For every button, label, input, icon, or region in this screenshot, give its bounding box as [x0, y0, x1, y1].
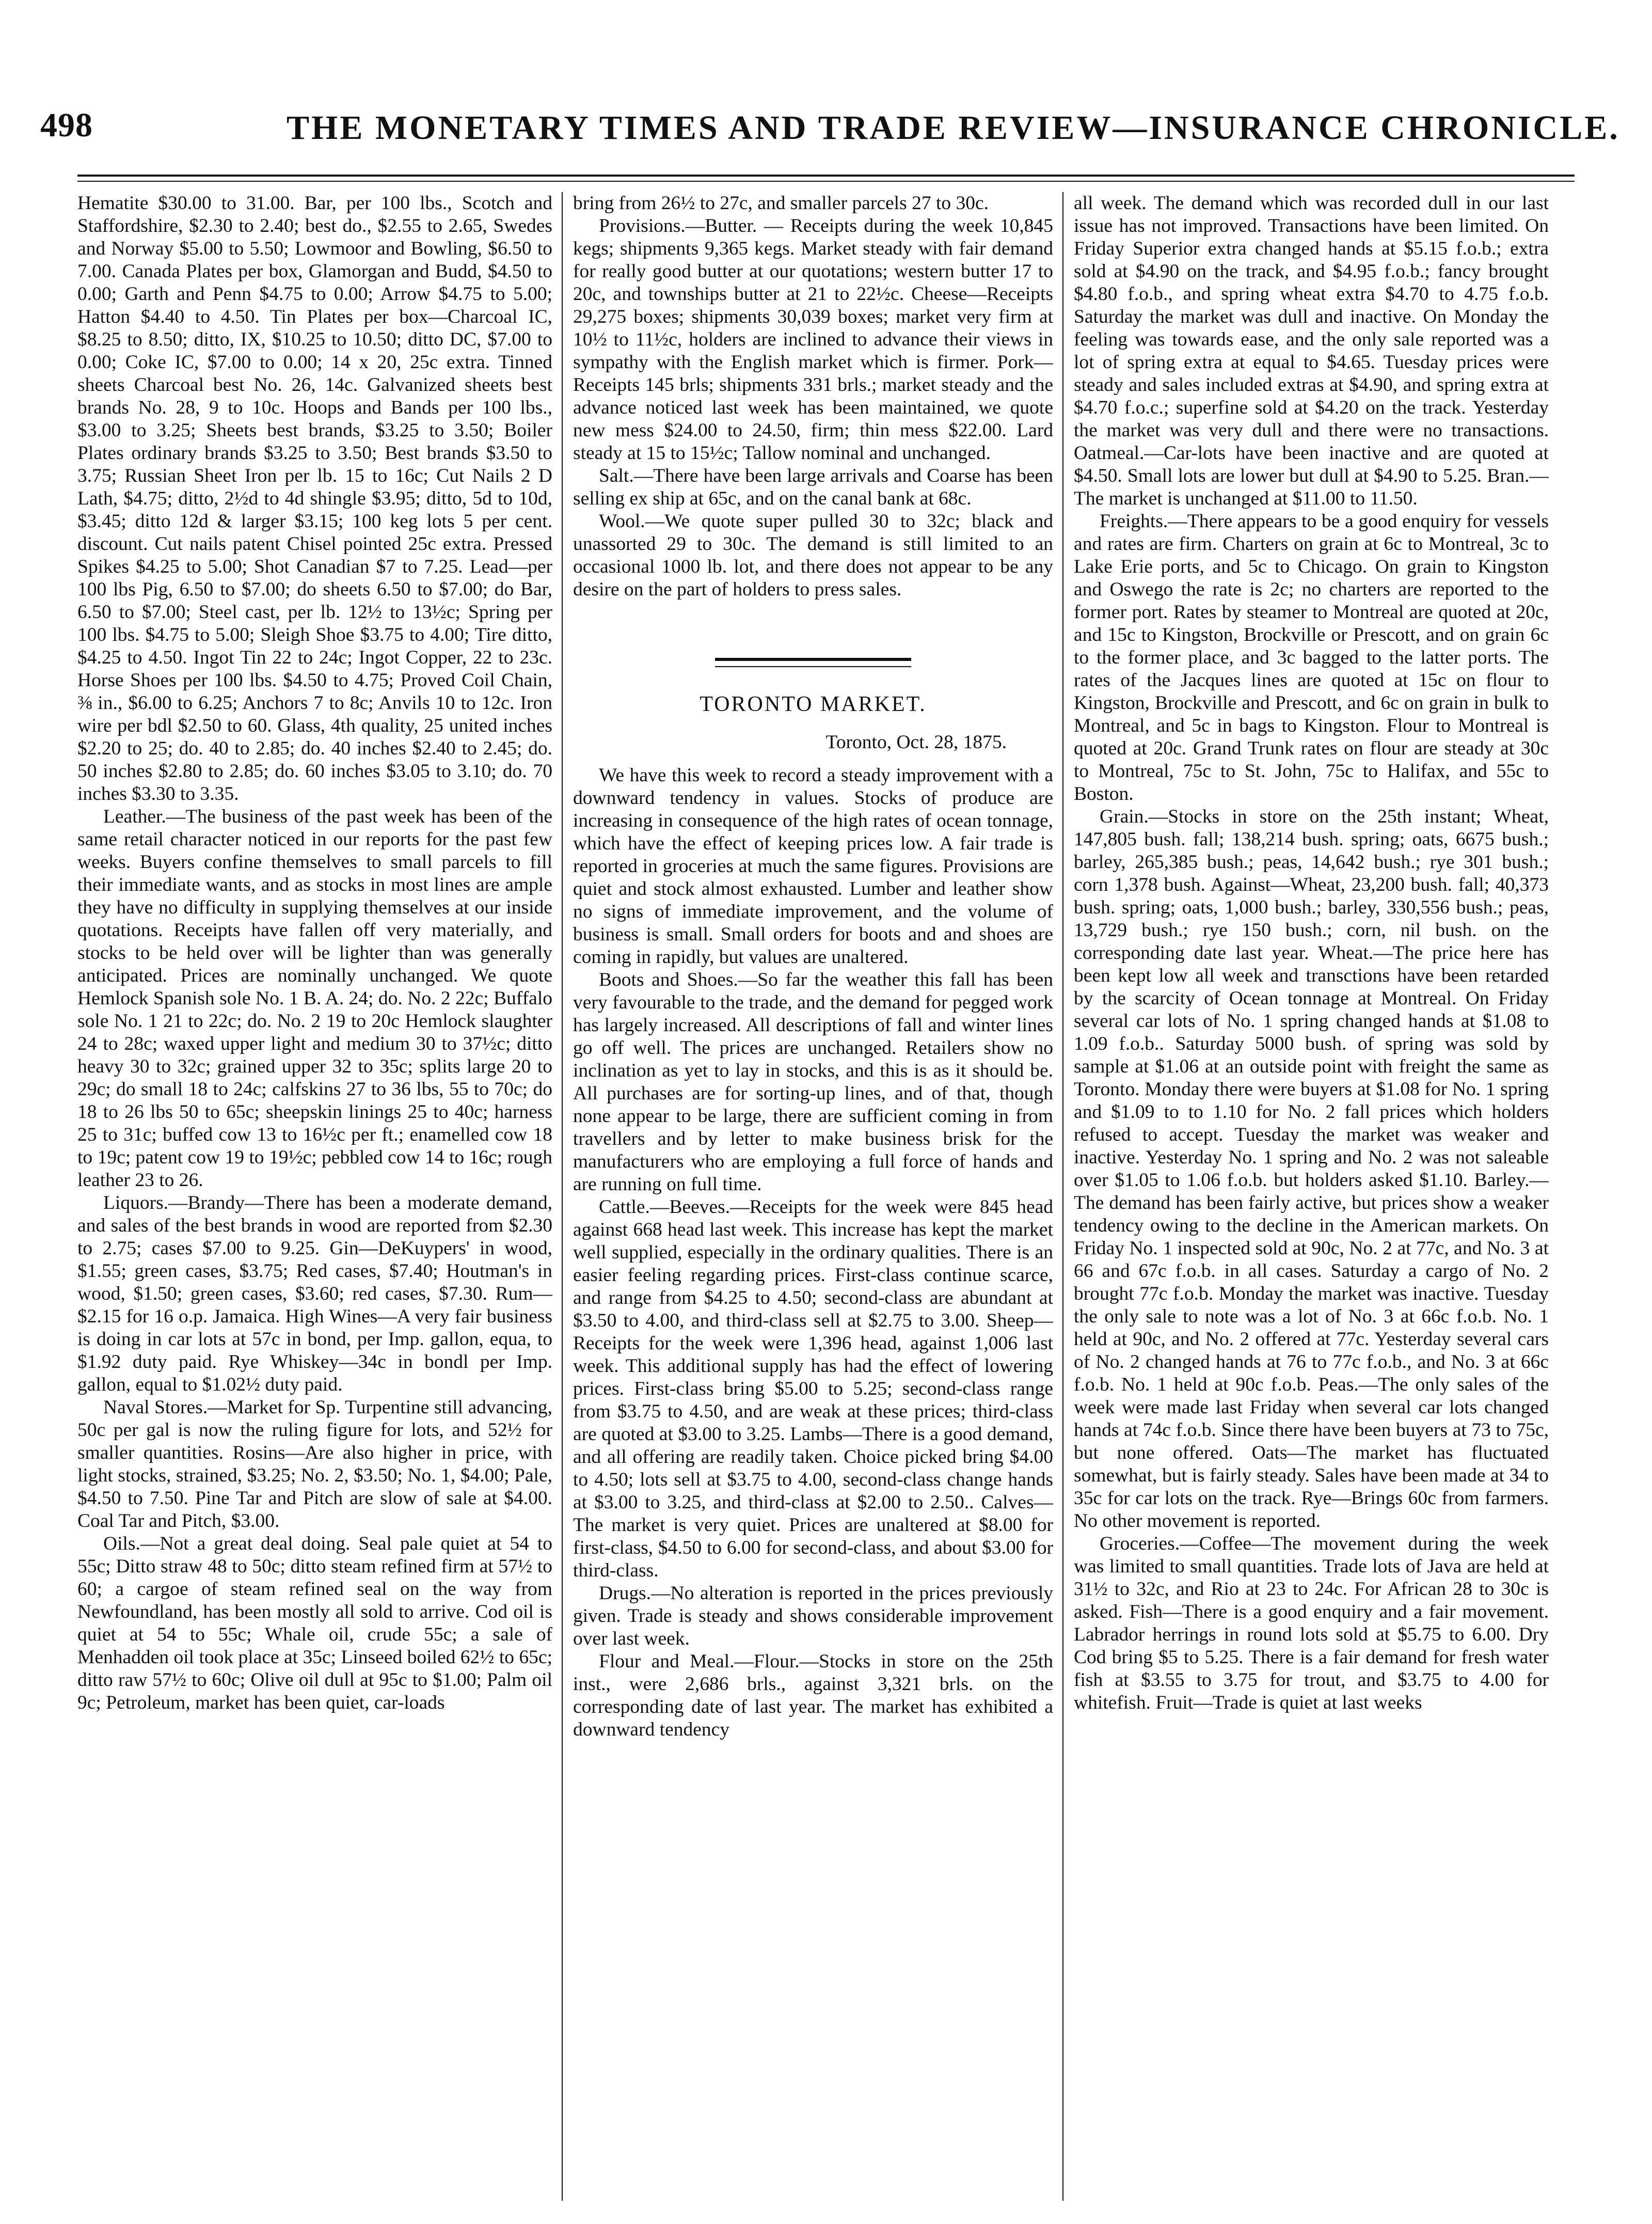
naval-stores-paragraph: Naval Stores.—Market for Sp. Turpentine still advancing, 50c per gal is now the ruling figure for lots, and 52½ for smaller quantities. Rosins—Are also higher in price, with light stocks, strained, $3.25; No. 2, $3.50; No. 1, $4.00; Pale, $4.50 to 7.50. Pine Tar and Pitch are slow of sale at $4.00. Coal Tar and Pitch, $3.00. [77, 1397, 552, 1532]
grain-paragraph: Grain.—Stocks in store on the 25th instant; Wheat, 147,805 bush. fall; 138,214 bush. spring; oats, 6675 bush.; barley, 265,385 bush.; peas, 14,642 bush.; rye 301 bush.; corn 1,378 bush. Against—Wheat, 23,200 bush. fall; 40,373 bush. spring; oats, 1,000 bush.; barley, 330,556 bush.; peas, 13,729 bush.; rye 150 bush.; corn, nil bush. on the corresponding date last year. Wheat.—The price here has been kept low all week and transctions have been retarded by the scarcity of Ocean tonnage at Montreal. On Friday several car lots of No. 1 spring changed hands at $1.08 to 1.09 f.o.b.. Saturday 5000 bush. of spring was sold by sample at $1.06 at an outside point with freight the same as Toronto. Monday there were buyers at $1.08 for No. 1 spring and $1.09 to to 1.10 for No. 2 fall prices which holders refused to accept. Tuesday the market was weaker and inactive. Yesterday No. 1 spring and No. 2 was not saleable over $1.05 to 1.06 f.o.b. but holders asked $1.10. Barley.—The demand has been fairly active, but prices show a weaker tendency owing to the decline in the American markets. On Friday No. 1 inspected sold at 90c, No. 2 at 77c, and No. 3 at 66 and 67c f.o.b. in all cases. Saturday a cargo of No. 2 brought 77c f.o.b. Monday the market was inactive. Tuesday the only sale to note was a lot of No. 3 at 66c f.o.b. No. 1 held at 90c, and No. 2 offered at 77c. Yesterday several cars of No. 2 changed hands at 76 to 77c f.o.b., and No. 3 at 66c f.o.b. No. 1 held at 90c f.o.b. Peas.—The only sales of the week were made last Friday when several car lots changed hands at 74c f.o.b. Since there have been buyers at 73 to 75c, but none offered. Oats—The market has fluctuated somewhat, but is fairly steady. Sales have been made at 34 to 35c for car lots on the track. Rye—Brings 60c from farmers. No other movement is reported. [1074, 806, 1549, 1532]
dateline: Toronto, Oct. 28, 1875. [825, 732, 1007, 753]
oils-paragraph: Oils.—Not a great deal doing. Seal pale quiet at 54 to 55c; Ditto straw 48 to 50c; ditto steam refined firm at 57½ to 60; a cargoe of steam refined seal on the way from Newfoundland, has been mostly all sold to arrive. Cod oil is quiet at 54 to 55c; Whale oil, crude 55c; a sale of Menhadden oil took place at 35c; Linseed boiled 62½ to 65c; ditto raw 57½ to 60c; Olive oil dull at 95c to $1.00; Palm oil 9c; Petroleum, market has been quiet, car-loads [77, 1533, 552, 1713]
freights-paragraph: Freights.—There appears to be a good enquiry for vessels and rates are firm. Charters on grain at 6c to Montreal, 3c to Lake Erie ports, and 5c to Chicago. On grain to Kingston and Oswego the rate is 2c; no charters are reported to the former port. Rates by steamer to Montreal are quoted at 20c, and 15c to Kingston, Brockville or Prescott, and on grain 6c to the former place, and 3c bagged to the latter ports. The rates of the Jacques lines are quoted at 15c on flour to Kingston, Brockville and Prescott, and 6c on grain in bulk to Montreal, and 5c in bags to Kingston. Flour to Montreal is quoted at 20c. Grand Trunk rates on flour are steady at 30c to Montreal, 75c to St. John, 75c to Halifax, and 55c to Boston. [1074, 511, 1549, 805]
boots-and-shoes-paragraph: Boots and Shoes.—So far the weather this fall has been very favourable to the trade, and the demand for pegged work has largely increased. All descriptions of fall and winter lines go off well. The prices are unchanged. Retailers show no inclination as yet to lay in stocks, and this is as it should be. All purchases are for sorting-up lines, and of that, though none appear to be large, there are sufficient coming in from travellers and by letter to make business brisk for the manufacturers who are employing a full force of hands and are running on full time. [573, 969, 1053, 1195]
liquors-paragraph: Liquors.—Brandy—There has been a moderate demand, and sales of the best brands in wood are reported from $2.30 to 2.75; cases $7.00 to 9.25. Gin—DeKuypers' in wood, $1.55; green cases, $3.75; Red cases, $7.40; Houtman's in wood, $1.50; green cases, $3.60; red cases, $7.30. Rum—$2.15 for 16 o.p. Jamaica. High Wines—A very fair business is doing in car lots at 57c in bond, per Imp. gallon, equa, to $1.92 duty paid. Rye Whiskey—34c in bondl per Imp. gallon, equal to $1.02½ duty paid. [77, 1192, 552, 1395]
column-2 [573, 192, 1053, 2203]
column-3 [1074, 192, 1549, 2203]
toronto-intro-paragraph: We have this week to record a steady improvement with a downward tendency in values. Stocks of produce are increasing in consequence of the high rates of ocean tonnage, which have the effect of keeping prices low. A fair trade is reported in groceries at much the same figures. Provisions are quiet and stock almost exhausted. Lumber and leather show no signs of immediate improvement, and the volume of business is small. Small orders for boots and and shoes are coming in rapidly, but values are unaltered. [573, 765, 1053, 968]
column-1 [77, 192, 552, 2203]
petroleum-continuation: bring from 26½ to 27c, and smaller parcels 27 to 30c. [573, 193, 989, 214]
page-number: 498 [40, 106, 93, 144]
cattle-paragraph: Cattle.—Beeves.—Receipts for the week were 845 head against 668 head last week. This increase has kept the market well supplied, especially in the ordinary qualities. There is an easier feeling regarding prices. First-class continue scarce, and range from $4.25 to 4.50; second-class are abundant at $3.50 to 4.00, and third-class sell at $2.75 to 3.00. Sheep—Receipts for the week were 1,396 head, against 1,006 last week. This additional supply has had the effect of lowering prices. First-class bring $5.00 to 5.25; second-class range from $3.75 to 4.50, and are weak at these prices; third-class are quoted at $3.00 to 3.25. Lambs—There is a good demand, and all offering are readily taken. Choice picked bring $4.00 to 4.50; lots sell at $3.75 to 4.00, second-class change hands at $3.00 to 3.25, and third-class at $2.00 to 2.50.. Calves—The market is very quiet. Prices are unaltered at $8.00 for first-class, $4.50 to 6.00 for second-class, and about $3.00 for third-class. [573, 1196, 1053, 1581]
running-head: THE MONETARY TIMES AND TRADE REVIEW—INSURANCE CHRONICLE. [287, 109, 1620, 147]
column-divider [562, 192, 563, 2201]
flour-and-meal-paragraph: Flour and Meal.—Flour.—Stocks in store on the 25th inst., were 2,686 brls., against 3,321 brls. on the corresponding date of last year. The market has exhibited a downward tendency [573, 1651, 1053, 1740]
salt-paragraph: Salt.—There have been large arrivals and Coarse has been selling ex ship at 65c, and on the canal bank at 68c. [573, 465, 1053, 509]
header-rule-thin [77, 181, 1575, 182]
section-divider [715, 658, 911, 667]
leather-paragraph: Leather.—The business of the past week has been of the same retail character noticed in our reports for the past few weeks. Buyers confine themselves to small parcels to fill their immediate wants, and as stocks in most lines are ample they have no difficulty in supplying themselves at our inside quotations. Receipts have fallen off very materially, and stocks to be held over will be lighter than was generally anticipated. Prices are nominally unchanged. We quote Hemlock Spanish sole No. 1 B. A. 24; do. No. 2 22c; Buffalo sole No. 1 21 to 22c; do. No. 2 19 to 20c Hemlock slaughter 24 to 28c; waxed upper light and medium 30 to 37½c; ditto heavy 30 to 32c; grained upper 32 to 35c; splits large 20 to 29c; do small 18 to 24c; calfskins 27 to 36 lbs, 55 to 70c; do 18 to 26 lbs 50 to 65c; sheepskin linings 25 to 40c; harness 25 to 31c; buffed cow 13 to 16½c per ft.; enamelled cow 18 to 19c; patent cow 19 to 19½c; pebbled cow 14 to 16c; rough leather 23 to 26. [77, 806, 552, 1191]
column-divider [1062, 192, 1063, 2201]
groceries-paragraph: Groceries.—Coffee—The movement during the week was limited to small quantities. Trade lots of Java are held at 31½ to 32c, and Rio at 23 to 24c. For African 28 to 30c is asked. Fish—There is a good enquiry and a fair movement. Labrador herrings in round lots sold at $5.75 to 6.00. Dry Cod bring $5 to 5.25. There is a fair demand for fresh water fish at $3.55 to 3.75 for trout, and $3.75 to 4.00 for whitefish. Fruit—Trade is quiet at last weeks [1074, 1533, 1549, 1713]
header-rule [77, 175, 1575, 177]
provisions-paragraph: Provisions.—Butter. — Receipts during the week 10,845 kegs; shipments 9,365 kegs. Market steady with fair demand for really good butter at our quotations; western butter 17 to 20c, and townships butter at 21 to 22½c. Cheese—Receipts 29,275 boxes; shipments 30,039 boxes; market very firm at 10½ to 11½c, holders are inclined to advance their views in sympathy with the English market which is firmer. Pork—Receipts 145 brls; shipments 331 brls.; market steady and the advance noticed last week has been maintained, we quote new mess $24.00 to 24.50, firm; thin mess $22.00. Lard steady at 15 to 15½c; Tallow nominal and unchanged. [573, 215, 1053, 464]
section-heading: TORONTO MARKET. [700, 692, 927, 716]
wool-paragraph: Wool.—We quote super pulled 30 to 32c; black and unassorted 29 to 30c. The demand is still limited to an occasional 1000 lb. lot, and there does not appear to be any desire on the part of holders to press sales. [573, 511, 1053, 600]
flour-continuation: all week. The demand which was recorded dull in our last issue has not improved. Transactions have been limited. On Friday Superior extra changed hands at $5.15 f.o.b.; extra sold at $4.90 on the track, and $4.95 f.o.b.; fancy brought $4.80 f.o.b., and spring wheat extra $4.70 to 4.75 f.o.b. Saturday the market was dull and inactive. On Monday the feeling was towards ease, and the only sale reported was a lot of spring extra at equal to $4.65. Tuesday prices were steady and sales included extras at $4.90, and spring extra at $4.70 f.o.c.; superfine sold at $4.20 on the track. Yesterday the market was very dull and there were no transactions. Oatmeal.—Car-lots have been inactive and are quoted at $4.50. Small lots are lower but dull at $4.90 to 5.25. Bran.—The market is unchanged at $11.00 to 11.50. [1074, 193, 1549, 509]
drugs-paragraph: Drugs.—No alteration is reported in the prices previously given. Trade is steady and shows considerable improvement over last week. [573, 1583, 1053, 1649]
metals-paragraph: Hematite $30.00 to 31.00. Bar, per 100 lbs., Scotch and Staffordshire, $2.30 to 2.40; best do., $2.55 to 2.65, Swedes and Norway $5.00 to 5.50; Lowmoor and Bowling, $6.50 to 7.00. Canada Plates per box, Glamorgan and Budd, $4.50 to 0.00; Garth and Penn $4.75 to 0.00; Arrow $4.75 to 5.00; Hatton $4.40 to 4.50. Tin Plates per box—Charcoal IC, $8.25 to 8.50; ditto, IX, $10.25 to 10.50; ditto DC, $7.00 to 0.00; Coke IC, $7.00 to 0.00; 14 x 20, 25c extra. Tinned sheets Charcoal best No. 26, 14c. Galvanized sheets best brands No. 28, 9 to 10c. Hoops and Bands per 100 lbs., $3.00 to 3.25; Sheets best brands, $3.25 to 3.50; Boiler Plates ordinary brands $3.25 to 3.50; Best brands $3.50 to 3.75; Russian Sheet Iron per lb. 15 to 16c; Cut Nails 2 D Lath, $4.75; ditto, 2½d to 4d shingle $3.95; ditto, 5d to 10d, $3.45; ditto 12d & larger $3.15; 100 keg lots 5 per cent. discount. Cut nails patent Chisel pointed 25c extra. Pressed Spikes $4.25 to 5.00; Shot Canadian $7 to 7.25. Lead—per 100 lbs Pig, 6.50 to $7.00; do sheets 6.50 to $7.00; do Bar, 6.50 to $7.00; Steel cast, per lb. 12½ to 13½c; Spring per 100 lbs. $4.75 to 5.00; Sleigh Shoe $3.75 to 4.00; Tire ditto, $4.25 to 4.50. Ingot Tin 22 to 24c; Ingot Copper, 22 to 23c. Horse Shoes per 100 lbs. $4.50 to 4.75; Proved Coil Chain, ⅜ in., $6.00 to 6.25; Anchors 7 to 8c; Anvils 10 to 12c. Iron wire per bdl $2.50 to 60. Glass, 4th quality, 25 united inches $2.20 to 25; do. 40 to 2.85; do. 40 inches $2.40 to 2.45; do. 50 inches $2.80 to 2.85; do. 60 inches $3.05 to 3.10; do. 70 inches $3.30 to 3.35. [77, 193, 552, 805]
